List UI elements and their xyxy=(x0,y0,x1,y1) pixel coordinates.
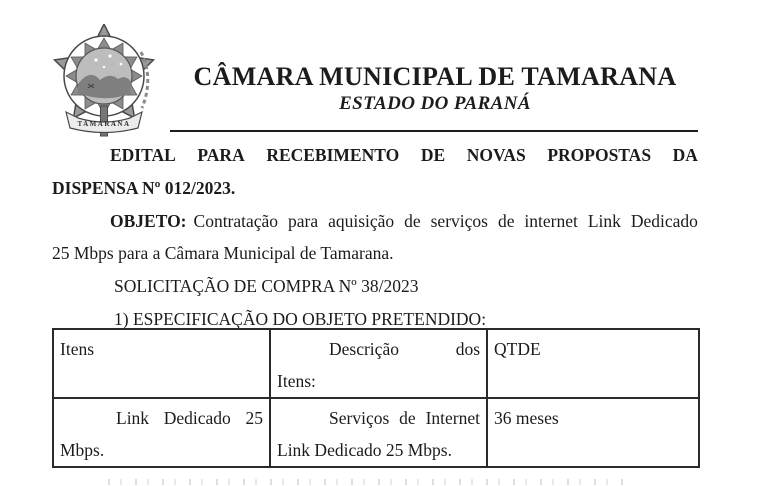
document-body xyxy=(52,139,698,336)
logo-banner-text: TAMARANA xyxy=(77,120,131,128)
table-header-row xyxy=(53,329,699,398)
edital-heading-line1: EDITAL PARA RECEBIMENTO DE NOVAS PROPOSTAS DA xyxy=(110,145,698,165)
cell-qtde: 36 meses xyxy=(487,398,699,467)
org-subtitle: ESTADO DO PARANÁ xyxy=(339,93,531,114)
objeto-label: OBJETO: xyxy=(110,210,187,231)
specification-table xyxy=(52,328,700,468)
mountains xyxy=(78,75,131,98)
cut-off-text-line xyxy=(108,479,623,485)
header-cell-qtde: QTDE xyxy=(487,329,699,398)
coat-of-arms-logo xyxy=(44,24,164,138)
especificacao-heading: 1) ESPECIFICAÇÃO DO OBJETO PRETENDIDO: xyxy=(114,308,487,329)
cell-descricao: Serviços de Internet Link Dedicado 25 Mbps. xyxy=(270,398,487,467)
letterhead xyxy=(170,62,700,115)
solicitacao-line: SOLICITAÇÃO DE COMPRA Nº 38/2023 xyxy=(114,276,419,297)
letterhead-divider xyxy=(170,130,698,132)
header-cell-itens: Itens xyxy=(53,329,270,398)
objeto-paragraph-line2: 25 Mbps para a Câmara Municipal de Tamarana. xyxy=(52,243,394,264)
org-title: CÂMARA MUNICIPAL DE TAMARANA xyxy=(193,62,677,91)
header-cell-descricao: Descrição dos Itens: xyxy=(270,329,487,398)
objeto-paragraph-line1: OBJETO: Contratação para aquisição de serviços de internet Link Dedicado xyxy=(52,205,698,238)
cell-item: Link Dedicado 25 Mbps. xyxy=(53,398,270,467)
edital-heading-line2: DISPENSA Nº 012/2023. xyxy=(52,177,236,198)
table-row xyxy=(53,398,699,467)
